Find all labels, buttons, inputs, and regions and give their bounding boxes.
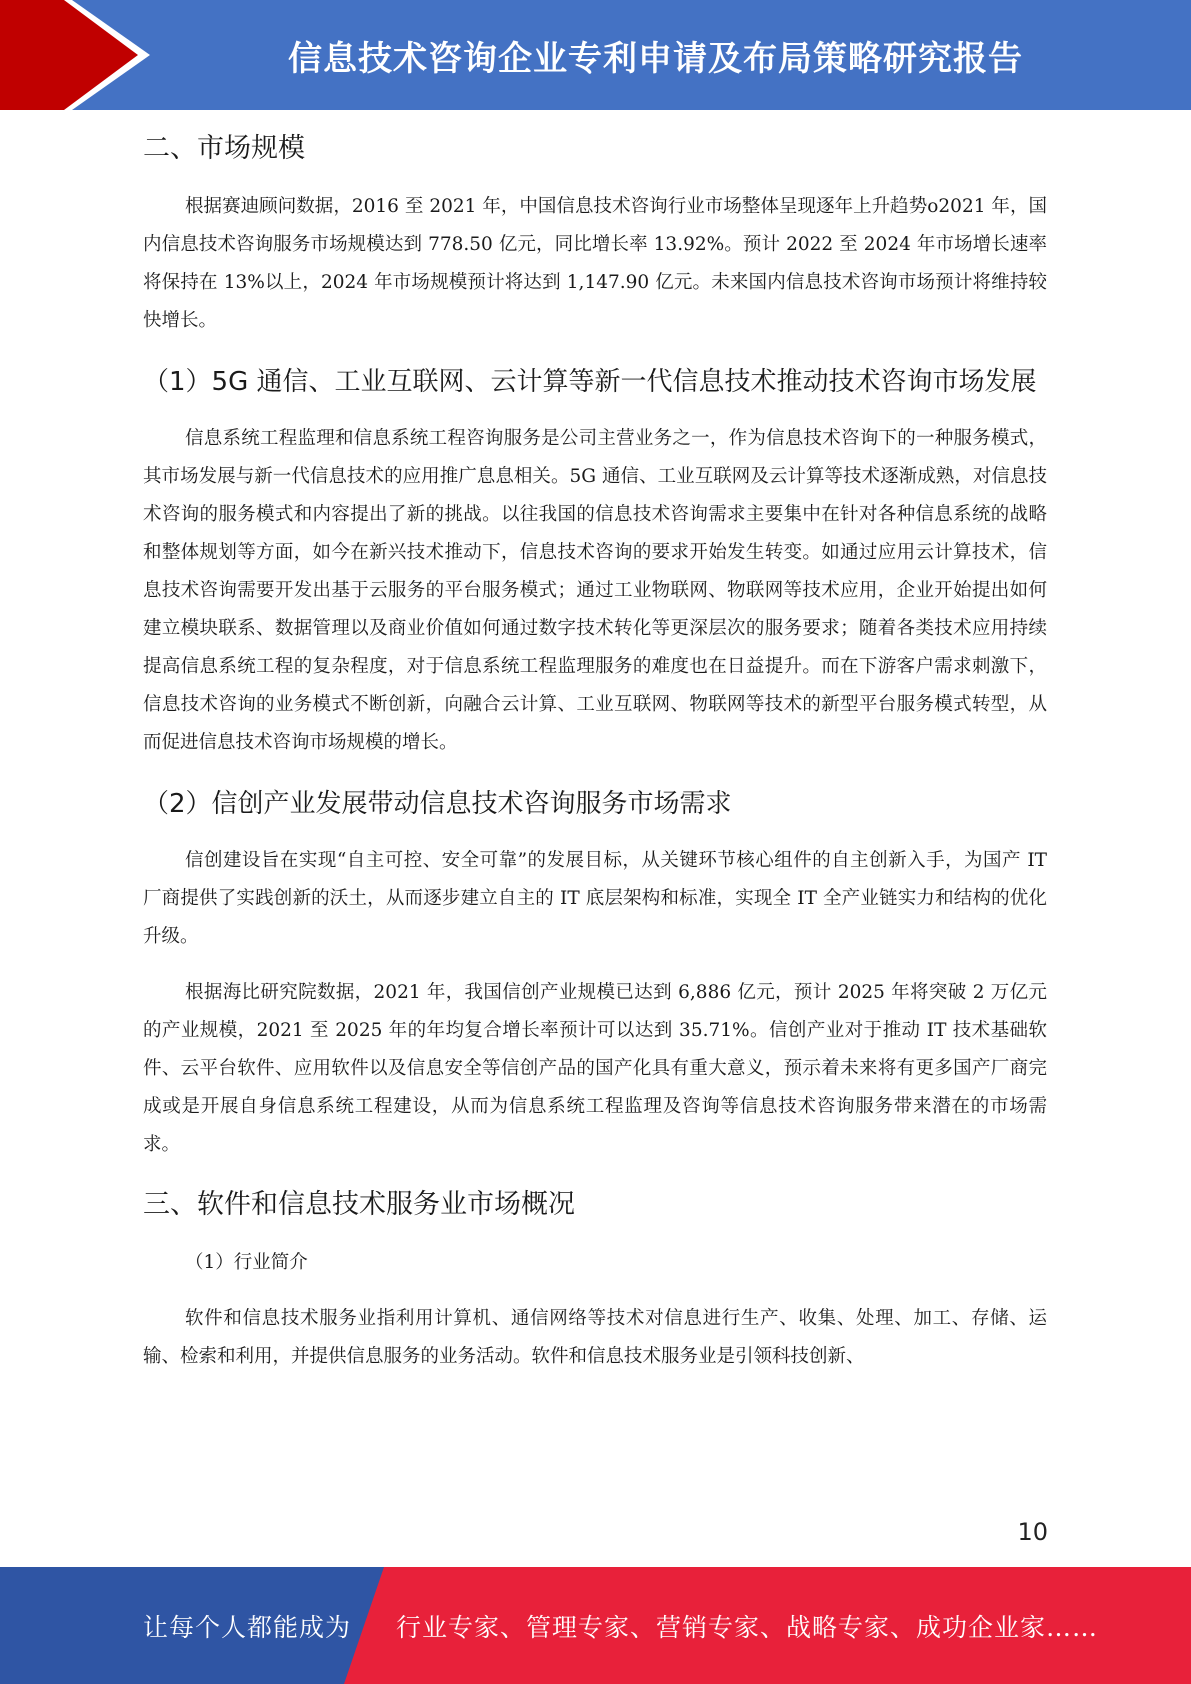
xinchuang-paragraph-1: 信创建设旨在实现“自主可控、安全可靠”的发展目标，从关键环节核心组件的自主创新入手，为国产 IT 厂商提供了实践创新的沃土，从而逐步建立自主的 IT 底层架构和标准，实现全 IT 全产业链实力和结构的优化升级。: [143, 850, 1047, 947]
report-title: 信息技术咨询企业专利申请及布局策略研究报告: [288, 38, 1023, 79]
new-tech-paragraph: 信息系统工程监理和信息系统工程咨询服务是公司主营业务之一，作为信息技术咨询下的一种服务模式，其市场发展与新一代信息技术的应用推广息息相关。5G 通信、工业互联网及云计算等技术逐渐成熟，对信息技术咨询的服务模式和内容提出了新的挑战。以往我国的信息技术咨询需求主要集中在针对各种信息系统的战略和整体规划等方面，如今在新兴技术推动下，信息技术咨询的要求开始发生转变。如通过应用云计算技术，信息技术咨询需要开发出基于云服务的平台服务模式；通过工业物联网、物联网等技术应用，企业开始提出如何建立模块联系、数据管理以及商业价值如何通过数字技术转化等更深层次的服务要求；随着各类技术应用持续提高信息系统工程的复杂程度，对于信息系统工程监理服务的难度也在日益提升。而在下游客户需求刺激下，信息技术咨询的业务模式不断创新，向融合云计算、工业互联网、物联网等技术的新型平台服务模式转型，从而促进信息技术咨询市场规模的增长。: [143, 428, 1047, 753]
industry-intro-subheading: （1）行业简介: [185, 1252, 308, 1273]
subsection-heading-new-tech: （1）5G 通信、工业互联网、云计算等新一代信息技术推动技术咨询市场发展: [143, 367, 1037, 397]
header-arrow-decoration: [0, 0, 160, 110]
page-number: 10: [1017, 1518, 1048, 1546]
software-paragraph: 软件和信息技术服务业指利用计算机、通信网络等技术对信息进行生产、收集、处理、加工、存储、运输、检索和利用，并提供信息服务的业务活动。软件和信息技术服务业是引领科技创新、: [143, 1308, 1047, 1367]
page-header: [0, 0, 1191, 110]
document-body: [143, 126, 1047, 1394]
xinchuang-paragraph-2: 根据海比研究院数据，2021 年，我国信创产业规模已达到 6,886 亿元，预计 2025 年将突破 2 万亿元的产业规模，2021 至 2025 年的年均复合增长率预计可以达到 35.71%。信创产业对于推动 IT 技术基础软件、云平台软件、应用软件以及信息安全等信创产品的国产化具有重大意义，预示着未来将有更多国产厂商完成或是开展自身信息系统工程建设，从而为信息系统工程监理及咨询等信息技术咨询服务带来潜在的市场需求。: [143, 982, 1047, 1155]
market-size-paragraph: 根据赛迪顾问数据，2016 至 2021 年，中国信息技术咨询行业市场整体呈现逐年上升趋势o2021 年，国内信息技术咨询服务市场规模达到 778.50 亿元，同比增长率 13.92%。预计 2022 至 2024 年市场增长速率将保持在 13%以上，2024 年市场规模预计将达到 1,147.90 亿元。未来国内信息技术咨询市场预计将维持较快增长。: [143, 196, 1047, 331]
section-heading-software: 三、软件和信息技术服务业市场概况: [143, 1189, 575, 1220]
subsection-heading-xinchuang: （2）信创产业发展带动信息技术咨询服务市场需求: [143, 789, 732, 819]
footer-slogan-right: 行业专家、管理专家、营销专家、战略专家、成功企业家……: [396, 1612, 1099, 1642]
footer-slogan-left: 让每个人都能成为: [143, 1612, 352, 1642]
section-heading-market-size: 二、市场规模: [143, 133, 305, 164]
page-footer: [0, 1567, 1191, 1684]
